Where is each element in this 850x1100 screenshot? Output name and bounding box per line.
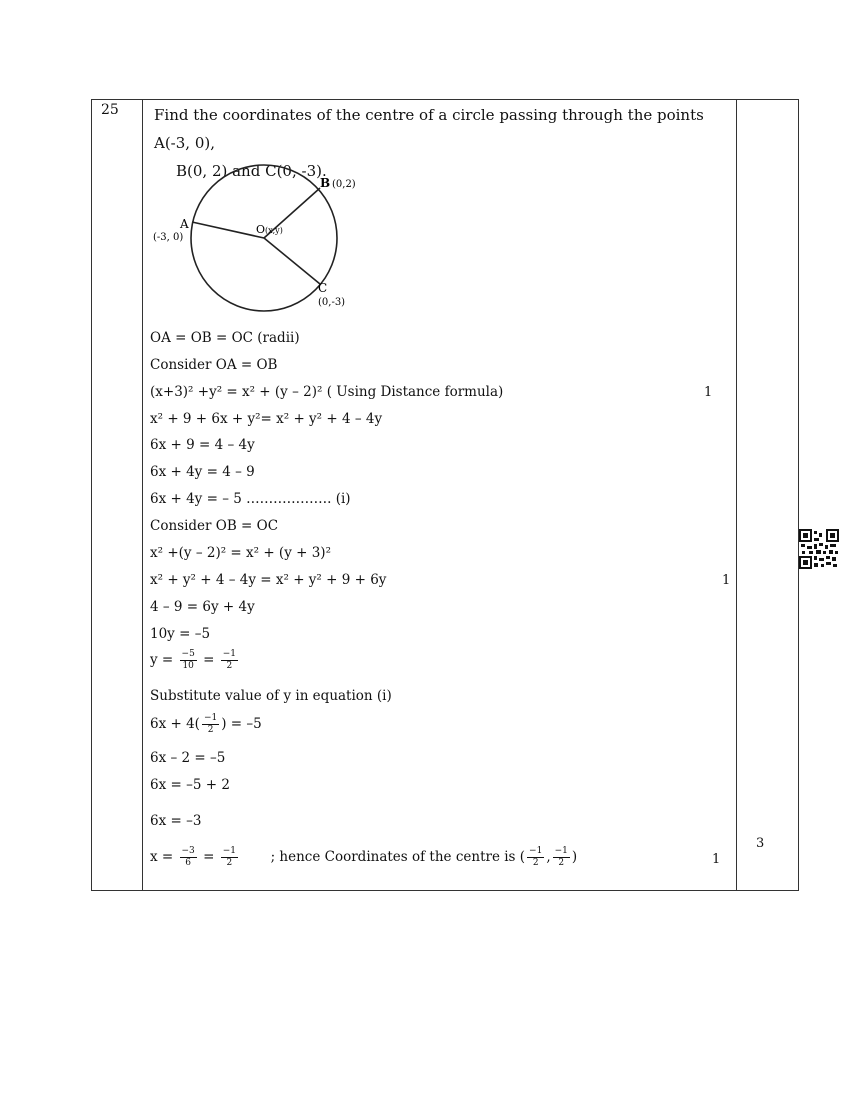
eq-prefix: 6x + 4( xyxy=(150,716,200,732)
total-marks: 3 xyxy=(756,836,765,851)
close-paren: ) xyxy=(571,849,578,865)
coord-o: (x,y) xyxy=(265,226,283,235)
numerator: −1 xyxy=(554,846,568,856)
radius-oc xyxy=(264,238,320,284)
coord-c: (0,-3) xyxy=(318,297,346,308)
solution-line: 6x = –3 xyxy=(150,813,202,829)
solution-line: 6x + 4y = – 5 ………………. (i) xyxy=(150,491,351,507)
label-o: O xyxy=(256,223,266,236)
radius-oa xyxy=(192,222,264,238)
coord-b: (0,2) xyxy=(332,179,356,190)
numerator: −1 xyxy=(222,846,236,856)
numerator: −1 xyxy=(222,649,236,659)
denominator: 6 xyxy=(185,858,192,868)
solution-line: 6x + 4y = 4 – 9 xyxy=(150,464,255,480)
solution-line-fraction xyxy=(150,846,577,869)
solution-line: 6x = –5 + 2 xyxy=(150,777,230,793)
fraction xyxy=(180,649,197,672)
solution-line: (x+3)² +y² = x² + (y – 2)² ( Using Distance formula) xyxy=(150,384,504,400)
eq-prefix: y = xyxy=(150,652,174,668)
fraction xyxy=(180,846,197,869)
numerator: −1 xyxy=(529,846,543,856)
conclusion-text: ; hence Coordinates of the centre is ( xyxy=(270,849,526,865)
label-b: B xyxy=(320,176,331,190)
mark-value: 1 xyxy=(712,852,721,867)
fraction xyxy=(202,713,219,736)
numerator: −5 xyxy=(181,649,195,659)
solution-line: 4 – 9 = 6y + 4y xyxy=(150,599,255,615)
equals: = xyxy=(203,652,215,668)
denominator: 2 xyxy=(207,725,214,735)
denominator: 10 xyxy=(182,661,194,671)
solution-line: 6x – 2 = –5 xyxy=(150,750,226,766)
solution-line: Substitute value of y in equation (i) xyxy=(150,688,392,704)
question-number: 25 xyxy=(101,102,119,118)
column-divider xyxy=(736,100,737,890)
qr-code-icon xyxy=(799,529,839,569)
circle-diagram xyxy=(150,160,370,315)
solution-line: 6x + 9 = 4 – 4y xyxy=(150,437,255,453)
numerator: −3 xyxy=(181,846,195,856)
fraction xyxy=(221,649,238,672)
solution-line: Consider OB = OC xyxy=(150,518,279,534)
solution-line: 10y = –5 xyxy=(150,626,211,642)
label-c: C xyxy=(318,281,328,295)
column-divider xyxy=(142,100,143,890)
mark-value: 1 xyxy=(722,573,731,588)
solution-line: x² + 9 + 6x + y²= x² + y² + 4 – 4y xyxy=(150,411,383,427)
fraction xyxy=(553,846,570,869)
solution-line: x² +(y – 2)² = x² + (y + 3)² xyxy=(150,545,331,561)
numerator: −1 xyxy=(203,713,218,723)
solution-line: OA = OB = OC (radii) xyxy=(150,330,300,346)
mark-value: 1 xyxy=(704,385,713,400)
eq-suffix: ) = –5 xyxy=(221,716,262,732)
solution-line: x² + y² + 4 – 4y = x² + y² + 9 + 6y xyxy=(150,572,387,588)
denominator: 2 xyxy=(226,661,233,671)
fraction xyxy=(527,846,544,869)
equals: = xyxy=(203,849,215,865)
solution-line: Consider OA = OB xyxy=(150,357,278,373)
solution-line-fraction xyxy=(150,649,240,672)
coord-a: (-3, 0) xyxy=(153,232,184,243)
question-line-1: Find the coordinates of the centre of a circle passing through the points A(-3, 0), xyxy=(154,106,704,152)
question-line-2: B(0, 2) and C(0, -3). xyxy=(176,162,327,180)
solution-line-fraction xyxy=(150,713,262,736)
comma: , xyxy=(546,849,551,865)
eq-prefix: x = xyxy=(150,849,174,865)
answer-table xyxy=(91,99,799,891)
denominator: 2 xyxy=(226,858,233,868)
denominator: 2 xyxy=(558,858,565,868)
denominator: 2 xyxy=(532,858,539,868)
label-a: A xyxy=(180,217,189,231)
fraction xyxy=(221,846,238,869)
